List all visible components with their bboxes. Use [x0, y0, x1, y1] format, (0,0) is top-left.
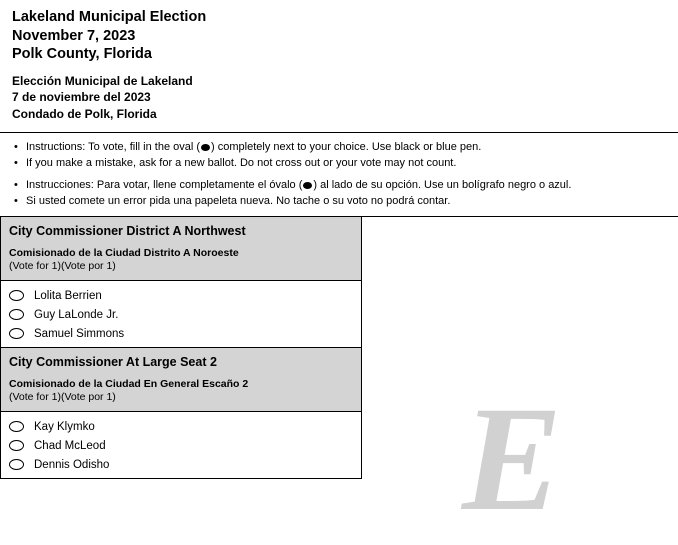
- bullet-icon: •: [14, 194, 18, 207]
- bullet-icon: •: [14, 156, 18, 169]
- instruction-text: Instrucciones: Para votar, llene completamente el óvalo ( ) al lado de su opción. Use un bolígrafo negro o azul.: [26, 179, 572, 191]
- contest-city-commissioner-at-large-seat-2: [1, 348, 361, 479]
- instruction-text: Si usted comete un error pida una papeleta nueva. No tache o su voto no podrá contar.: [26, 194, 451, 207]
- ballot-columns: [0, 217, 678, 479]
- choice-row[interactable]: [1, 324, 361, 343]
- choice-row[interactable]: [1, 455, 361, 474]
- header-english-line-3: Polk County, Florida: [12, 46, 152, 62]
- contest-choices: [1, 281, 361, 348]
- vote-oval-icon[interactable]: [9, 421, 24, 432]
- contest-header: [1, 217, 361, 281]
- vote-oval-icon[interactable]: [9, 459, 24, 470]
- instruction-text: If you make a mistake, ask for a new ballot. Do not cross out or your vote may not count.: [26, 156, 457, 169]
- instruction-line: [12, 140, 666, 156]
- instruction-line: [12, 178, 666, 194]
- header-english: [12, 8, 666, 64]
- contest-title-spanish: Comisionado de la Ciudad En General Escaño 2: [9, 378, 249, 390]
- choice-row[interactable]: [1, 305, 361, 324]
- contest-city-commissioner-district-a-northwest: [1, 217, 361, 348]
- contest-choices: [1, 412, 361, 479]
- choice-row[interactable]: [1, 417, 361, 436]
- instructions-spanish: [12, 178, 666, 209]
- filled-oval-icon: [303, 182, 312, 189]
- instructions-block: [0, 133, 678, 216]
- contest-title-english: City Commissioner At Large Seat 2: [9, 355, 217, 369]
- contest-header: [1, 348, 361, 412]
- contest-vote-for: (Vote for 1)(Vote por 1): [9, 391, 116, 403]
- candidate-name: Lolita Berrien: [34, 289, 102, 302]
- candidate-name: Samuel Simmons: [34, 327, 125, 340]
- bullet-icon: •: [14, 179, 18, 191]
- header-english-line-1: Lakeland Municipal Election: [12, 9, 207, 25]
- vote-oval-icon[interactable]: [9, 290, 24, 301]
- candidate-name: Dennis Odisho: [34, 458, 110, 471]
- instructions-english: [12, 140, 666, 171]
- candidate-name: Guy LaLonde Jr.: [34, 308, 119, 321]
- header-spanish-line-3: Condado de Polk, Florida: [12, 106, 157, 121]
- contest-title-spanish: Comisionado de la Ciudad Distrito A Noroeste: [9, 247, 239, 259]
- instruction-line: [12, 194, 666, 210]
- header-spanish-line-2: 7 de noviembre del 2023: [12, 90, 151, 104]
- vote-oval-icon[interactable]: [9, 328, 24, 339]
- candidate-name: Chad McLeod: [34, 439, 106, 452]
- header-spanish: [12, 73, 666, 123]
- vote-oval-icon[interactable]: [9, 309, 24, 320]
- filled-oval-icon: [201, 144, 210, 151]
- contest-vote-for: (Vote for 1)(Vote por 1): [9, 260, 116, 272]
- candidate-name: Kay Klymko: [34, 420, 95, 433]
- instruction-text: Instructions: To vote, fill in the oval ( ) completely next to your choice. Use black or blue pen.: [26, 141, 482, 153]
- header-english-line-2: November 7, 2023: [12, 27, 136, 44]
- choice-row[interactable]: [1, 286, 361, 305]
- ballot-column-left: [0, 217, 362, 479]
- ballot-header: [0, 0, 678, 122]
- header-spanish-line-1: Elección Municipal de Lakeland: [12, 73, 193, 88]
- contest-title-english: City Commissioner District A Northwest: [9, 224, 246, 238]
- choice-row[interactable]: [1, 436, 361, 455]
- vote-oval-icon[interactable]: [9, 440, 24, 451]
- bullet-icon: •: [14, 141, 18, 153]
- instruction-line: [12, 156, 666, 172]
- watermark-text: E: [461, 376, 558, 542]
